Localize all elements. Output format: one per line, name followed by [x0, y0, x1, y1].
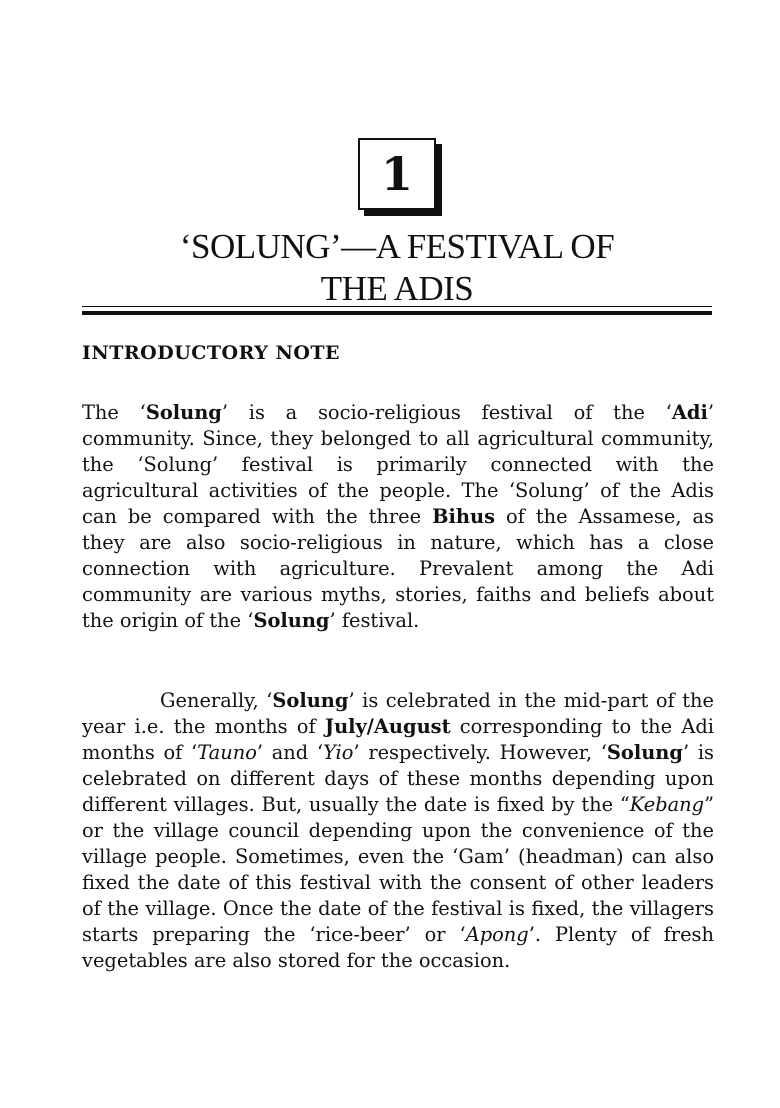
- para1-bold-solung-2: Solung: [253, 609, 330, 632]
- para2-italic-tauno: Tauno: [197, 741, 257, 764]
- para1-text-3: ’ community. Since, they belonged to all agricultural community, the ‘Solung’ festival is primarily connected with the agricultural activities of the people. The ‘Solung’ of the Adis can be compared with the three: [82, 401, 714, 528]
- title-rule-thin: [82, 306, 712, 307]
- para1-text-5: ’ festival.: [329, 609, 420, 632]
- title-rule-thick: [82, 311, 712, 315]
- para1-bold-solung: Solung: [145, 401, 222, 424]
- para2-italic-apong: Apong: [465, 923, 529, 946]
- para2-text-3: corresponding to the Adi months of ‘: [82, 715, 714, 764]
- chapter-title: [82, 226, 712, 310]
- para2-text-1: Generally, ‘: [160, 689, 273, 712]
- para2-bold-solung: Solung: [272, 689, 349, 712]
- chapter-number-box: [358, 138, 436, 210]
- para2-text-6: ’ is celebrated on different days of these months depending upon different villages. But, usually the date is fixed by the “: [82, 741, 714, 816]
- chapter-title-line-2: THE ADIS: [320, 269, 474, 308]
- chapter-number: 1: [380, 147, 413, 201]
- paragraph-2: [82, 688, 714, 974]
- paragraph-1: [82, 400, 714, 634]
- para2-text-4: ’ and ‘: [256, 741, 324, 764]
- section-heading: INTRODUCTORY NOTE: [82, 342, 341, 364]
- para2-text-7: ” or the village council depending upon the convenience of the village people. Sometimes, even the ‘Gam’ (headman) can also fixed the date of this festival with the consent of other leaders of the village. Once the date of the festival is fixed, the villagers starts preparing the ‘rice-beer’ or ‘: [82, 793, 714, 946]
- para1-text-1: The ‘: [82, 401, 146, 424]
- chapter-title-line-1: ‘SOLUNG’—A FESTIVAL OF: [179, 227, 615, 266]
- para1-text-4: of the Assamese, as they are also socio-religious in nature, which has a close connection with agriculture. Prevalent among the Adi community are various myths, stories, faiths and beliefs about the origin of the ‘: [82, 505, 714, 632]
- para1-bold-adi: Adi: [671, 401, 708, 424]
- para2-bold-solung-2: Solung: [606, 741, 683, 764]
- para1-bold-bihus: Bihus: [432, 505, 495, 528]
- para2-bold-months: July/August: [324, 715, 451, 738]
- para2-italic-yio: Yio: [323, 741, 354, 764]
- para2-italic-kebang: Kebang: [629, 793, 705, 816]
- para1-text-2: ’ is a socio-religious festival of the ‘: [221, 401, 672, 424]
- para2-text-5: ’ respectively. However, ‘: [353, 741, 607, 764]
- para2-text-8: ’. Plenty of fresh vegetables are also stored for the occasion.: [82, 923, 714, 972]
- para2-text-2: ’ is celebrated in the mid-part of the year i.e. the months of: [82, 689, 714, 738]
